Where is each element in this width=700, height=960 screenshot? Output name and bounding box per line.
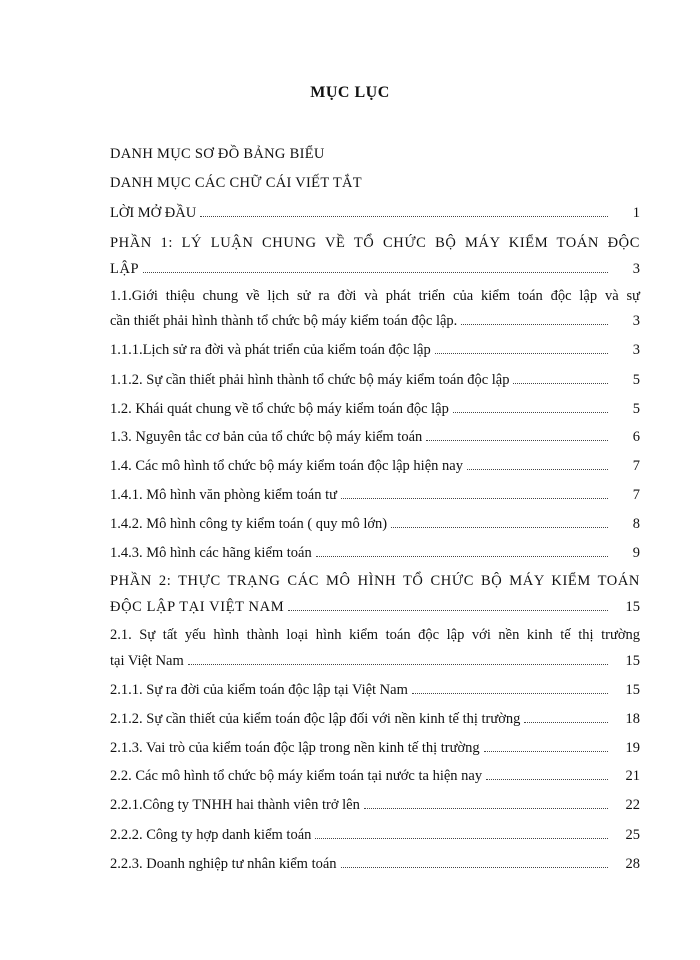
toc-entry-text: tại Việt Nam: [110, 653, 184, 669]
dot-leader: [412, 693, 608, 694]
toc-entry-text: LỜI MỞ ĐẦU: [110, 205, 197, 221]
toc-entry-text-line1: 1.1.Giới thiệu chung về lịch sử ra đời và phát triển của kiểm toán độc lập và sự: [110, 288, 640, 304]
toc-entry-text: 2.2.3. Doanh nghiệp tư nhân kiểm toán: [110, 856, 337, 872]
toc-entry-page: 3: [632, 342, 640, 358]
dot-leader: [513, 383, 608, 384]
dot-leader: [200, 216, 608, 217]
toc-entry-text: 1.4.3. Mô hình các hãng kiểm toán: [110, 545, 312, 561]
toc-entry-2-2-2[interactable]: [110, 826, 640, 844]
toc-entry-text: 2.2.2. Công ty hợp danh kiểm toán: [110, 827, 312, 843]
dot-leader: [426, 440, 608, 441]
dot-leader: [484, 751, 608, 752]
toc-entry-text: 2.2. Các mô hình tổ chức bộ máy kiểm toán tại nước ta hiện nay: [110, 768, 483, 784]
toc-entry-text: 1.4.2. Mô hình công ty kiểm toán ( quy mô lớn): [110, 516, 388, 532]
toc-entry-1-3[interactable]: [110, 428, 640, 446]
toc-entry-text-line1: 2.1. Sự tất yếu hình thành loại hình kiểm toán độc lập với nền kinh tế thị trường: [110, 627, 640, 643]
toc-entry-page: 18: [625, 711, 640, 727]
toc-entry-page: 15: [625, 653, 640, 669]
heading-abbreviations: DANH MỤC CÁC CHỮ CÁI VIẾT TẮT: [110, 175, 362, 191]
toc-entry-2-2-1[interactable]: [110, 796, 640, 814]
page-title: MỤC LỤC: [310, 84, 390, 101]
toc-entry-text: cần thiết phải hình thành tổ chức bộ máy kiểm toán độc lập.: [110, 313, 458, 329]
toc-entry-text-line1: PHẦN 2: THỰC TRẠNG CÁC MÔ HÌNH TỔ CHỨC BỘ MÁY KIỂM TOÁN: [110, 573, 640, 589]
dot-leader: [524, 722, 608, 723]
dot-leader: [453, 412, 608, 413]
toc-entry-page: 15: [625, 599, 640, 615]
dot-leader: [315, 838, 608, 839]
dot-leader: [341, 498, 608, 499]
toc-entry-part-2[interactable]: [110, 572, 640, 616]
toc-entry-text: 1.2. Khái quát chung về tổ chức bộ máy kiểm toán độc lập: [110, 401, 449, 417]
heading-diagram-list: DANH MỤC SƠ ĐỒ BẢNG BIỂU: [110, 146, 325, 162]
dot-leader: [316, 556, 608, 557]
toc-entry-page: 9: [632, 545, 640, 561]
dot-leader: [461, 324, 608, 325]
toc-entry-2-2[interactable]: [110, 767, 640, 785]
toc-entry-text: ĐỘC LẬP TẠI VIỆT NAM: [110, 599, 285, 615]
toc-entry-page: 7: [632, 487, 640, 503]
toc-entry-1-1-1[interactable]: [110, 341, 640, 359]
toc-entry-page: 3: [632, 313, 640, 329]
toc-entry-page: 28: [625, 856, 640, 872]
toc-entry-text: 1.4. Các mô hình tổ chức bộ máy kiểm toán độc lập hiện nay: [110, 458, 463, 474]
toc-entry-page: 25: [625, 827, 640, 843]
toc-entry-text: 1.4.1. Mô hình văn phòng kiểm toán tư: [110, 487, 337, 503]
toc-entry-text: 2.1.3. Vai trò của kiểm toán độc lập trong nền kinh tế thị trường: [110, 740, 480, 756]
toc-entry-2-1-1[interactable]: [110, 681, 640, 699]
toc-entry-text: 2.2.1.Công ty TNHH hai thành viên trở lên: [110, 797, 360, 813]
dot-leader: [435, 353, 608, 354]
toc-entry-page: 7: [632, 458, 640, 474]
dot-leader: [364, 808, 608, 809]
toc-entry-1-4-1[interactable]: [110, 486, 640, 504]
toc-entry-page: 6: [632, 429, 640, 445]
toc-entry-text: 1.3. Nguyên tắc cơ bản của tổ chức bộ máy kiểm toán: [110, 429, 423, 445]
toc-entry-2-1[interactable]: [110, 626, 640, 670]
toc-entry-text: 2.1.2. Sự cần thiết của kiểm toán độc lập đối với nền kinh tế thị trường: [110, 711, 521, 727]
toc-entry-1-1-2[interactable]: [110, 371, 640, 389]
toc-entry-page: 22: [625, 797, 640, 813]
toc-entry-page: 19: [625, 740, 640, 756]
toc-entry-page: 5: [632, 372, 640, 388]
toc-entry-intro[interactable]: [110, 204, 640, 222]
dot-leader: [467, 469, 608, 470]
dot-leader: [341, 867, 608, 868]
dot-leader: [143, 272, 608, 273]
toc-entry-2-1-3[interactable]: [110, 739, 640, 757]
toc-entry-text: LẬP: [110, 261, 140, 277]
dot-leader: [288, 610, 608, 611]
toc-entry-page: 5: [632, 401, 640, 417]
dot-leader: [486, 779, 608, 780]
toc-entry-1-2[interactable]: [110, 400, 640, 418]
toc-entry-text: 2.1.1. Sự ra đời của kiểm toán độc lập tại Việt Nam: [110, 682, 408, 698]
toc-entry-page: 15: [625, 682, 640, 698]
toc-entry-page: 21: [625, 768, 640, 784]
toc-entry-2-1-2[interactable]: [110, 710, 640, 728]
dot-leader: [391, 527, 608, 528]
toc-entry-text: 1.1.2. Sự cần thiết phải hình thành tổ chức bộ máy kiểm toán độc lập: [110, 372, 510, 388]
toc-entry-1-4-2[interactable]: [110, 515, 640, 533]
toc-entry-2-2-3[interactable]: [110, 855, 640, 873]
toc-entry-1-4-3[interactable]: [110, 544, 640, 562]
toc-entry-page: 3: [632, 261, 640, 277]
toc-entry-1-4[interactable]: [110, 457, 640, 475]
toc-entry-1-1[interactable]: [110, 287, 640, 330]
toc-entry-page: 8: [632, 516, 640, 532]
toc-entry-page: 1: [632, 205, 640, 221]
toc-entry-part-1[interactable]: [110, 234, 640, 278]
toc-entry-text: 1.1.1.Lịch sử ra đời và phát triển của kiểm toán độc lập: [110, 342, 431, 358]
dot-leader: [188, 664, 608, 665]
toc-entry-text-line1: PHẦN 1: LÝ LUẬN CHUNG VỀ TỔ CHỨC BỘ MÁY KIỂM TOÁN ĐỘC: [110, 235, 640, 251]
